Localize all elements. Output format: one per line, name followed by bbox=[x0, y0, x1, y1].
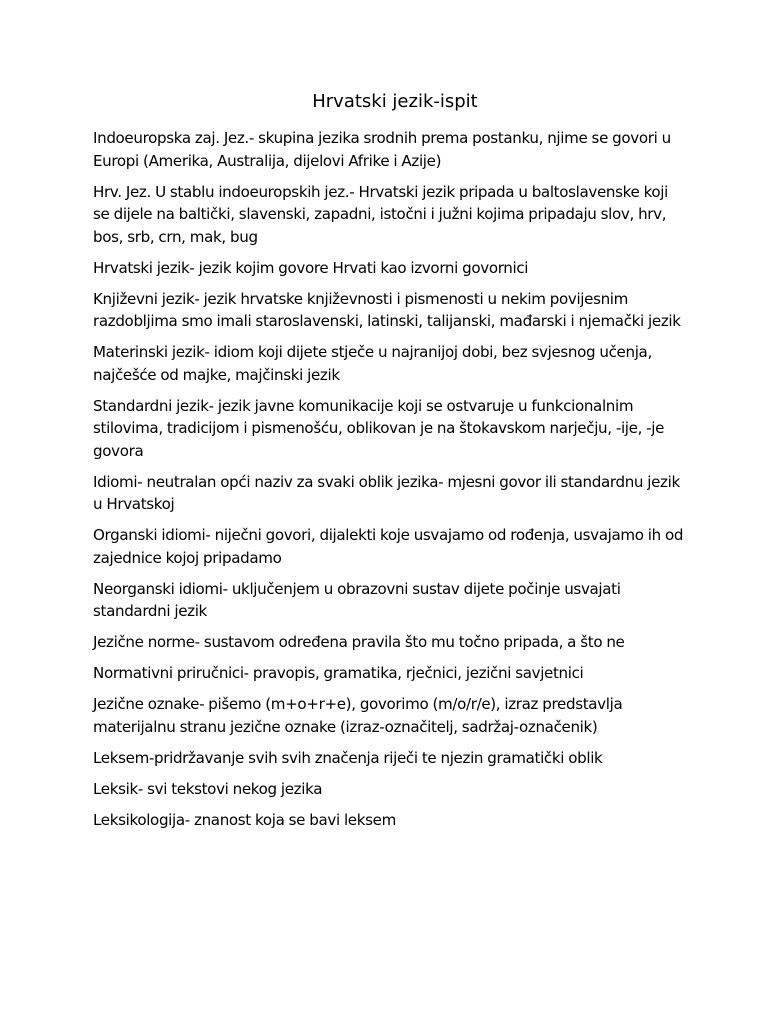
paragraph-line: u Hrvatskoj bbox=[93, 495, 175, 513]
paragraph bbox=[93, 747, 708, 770]
paragraph-line: najčešće od majke, majčinski jezik bbox=[93, 365, 340, 384]
paragraph bbox=[93, 395, 708, 463]
paragraph bbox=[93, 693, 708, 738]
paragraph bbox=[93, 471, 708, 516]
paragraph-line: Hrvatski jezik- jezik kojim govore Hrvati kao izvorni govornici bbox=[93, 258, 529, 277]
paragraph-line: Neorganski idiomi- uključenjem u obrazovni sustav dijete počinje usvajati bbox=[93, 579, 621, 598]
paragraph-line: Europi (Amerika, Australija, dijelovi Afrike i Azije) bbox=[93, 151, 442, 170]
paragraph-line: Leksem-pridržavanje svih svih značenja riječi te njezin gramatički oblik bbox=[93, 748, 603, 767]
document-body bbox=[93, 127, 708, 840]
paragraph-line: razdobljima smo imali staroslavenski, latinski, talijanski, mađarski i njemački jezik bbox=[93, 312, 681, 330]
paragraph bbox=[93, 778, 708, 801]
paragraph-line: Idiomi- neutralan opći naziv za svaki oblik jezika- mjesni govor ili standardnu jezik bbox=[93, 472, 680, 491]
document-title: Hrvatski jezik-ispit bbox=[312, 91, 478, 112]
paragraph-line: Leksikologija- znanost koja se bavi leksem bbox=[93, 810, 396, 829]
paragraph bbox=[93, 631, 708, 654]
paragraph-line: stilovima, tradicijom i pismenošću, oblikovan je na štokavskom narječju, -ije, -je bbox=[93, 419, 665, 437]
paragraph bbox=[93, 127, 708, 172]
paragraph-line: standardni jezik bbox=[93, 602, 207, 620]
paragraph-line: Jezične oznake- pišemo (m+o+r+e), govorimo (m/o/r/e), izraz predstavlja bbox=[93, 695, 623, 713]
paragraph bbox=[93, 181, 708, 249]
paragraph-line: bos, srb, crn, mak, bug bbox=[93, 227, 258, 246]
paragraph-line: govora bbox=[93, 441, 144, 460]
paragraph-line: Jezične norme- sustavom određena pravila što mu točno pripada, a što ne bbox=[93, 633, 625, 651]
paragraph bbox=[93, 524, 708, 569]
paragraph-line: Materinski jezik- idiom koji dijete stječe u najranijoj dobi, bez svjesnog učenja, bbox=[93, 343, 652, 361]
paragraph bbox=[93, 809, 708, 832]
paragraph-line: materijalnu stranu jezične oznake (izraz-označitelj, sadržaj-označenik) bbox=[93, 717, 598, 736]
paragraph bbox=[93, 662, 708, 685]
paragraph-line: zajednice kojoj pripadamo bbox=[93, 548, 282, 567]
paragraph-line: Književni jezik- jezik hrvatske književnosti i pismenosti u nekim povijesnim bbox=[93, 289, 628, 308]
paragraph bbox=[93, 341, 708, 386]
paragraph-line: se dijele na baltički, slavenski, zapadni, istočni i južni kojima pripadaju slov, hrv, bbox=[93, 205, 667, 223]
paragraph bbox=[93, 288, 708, 333]
paragraph-line: Normativni priručnici- pravopis, gramatika, rječnici, jezični savjetnici bbox=[93, 664, 584, 682]
paragraph-line: Hrv. Jez. U stablu indoeuropskih jez.- Hrvatski jezik pripada u baltoslavenske koji bbox=[93, 182, 668, 201]
paragraph-line: Standardni jezik- jezik javne komunikacije koji se ostvaruje u funkcionalnim bbox=[93, 396, 634, 415]
paragraph-line: Organski idiomi- niječni govori, dijalekti koje usvajamo od rođenja, usvajamo ih od bbox=[93, 526, 684, 544]
paragraph-line: Leksik- svi tekstovi nekog jezika bbox=[93, 779, 323, 798]
paragraph bbox=[93, 578, 708, 623]
paragraph-line: Indoeuropska zaj. Jez.- skupina jezika srodnih prema postanku, njime se govori u bbox=[93, 129, 671, 147]
paragraph bbox=[93, 257, 708, 280]
